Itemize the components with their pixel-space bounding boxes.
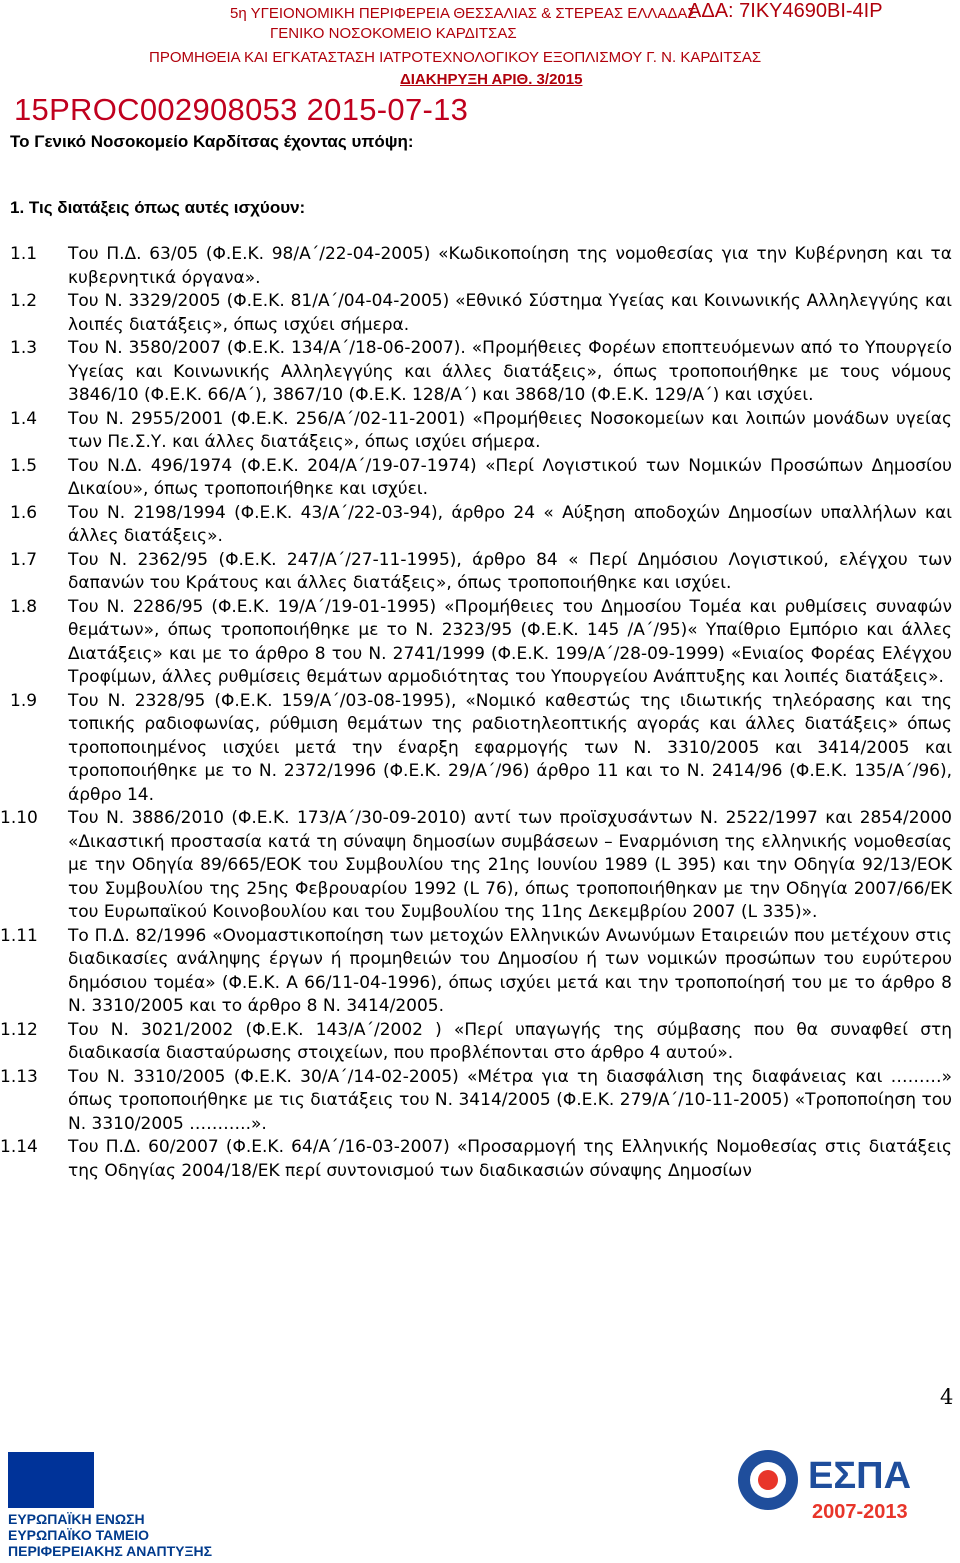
- item-number: 1.10: [0, 808, 38, 828]
- item-text: Του Ν. 3310/2005 (Φ.Ε.Κ. 30/Α΄/14-02-2005) «Μέτρα για τη διασφάλιση της διαφάνειας και ………» όπως τροποποιήθηκε με τις διατάξεις του Ν. 3414/2005 (Φ.Ε.Κ. 279/Α΄/10-11-2005) «Τροποποίηση του Ν. 3310/2005 ………..».: [68, 1066, 952, 1134]
- item-number: 1.6: [10, 502, 38, 523]
- item-text: Του Π.Δ. 63/05 (Φ.Ε.Κ. 98/Α΄/22-04-2005) «Κωδικοποίηση της νομοθεσίας για την Κυβέρνηση και τα κυβερνητικά όργανα».: [68, 244, 952, 288]
- header-authority: 5η ΥΓΕΙΟΝΟΜΙΚΗ ΠΕΡΙΦΕΡΕΙΑ ΘΕΣΣΑΛΙΑΣ & ΣΤΕΡΕΑΣ ΕΛΛΑΔΑΣ: [230, 5, 697, 22]
- header-subject: ΠΡΟΜΗΘΕΙΑ ΚΑΙ ΕΓΚΑΤΑΣΤΑΣΗ ΙΑΤΡΟΤΕΧΝΟΛΟΓΙΚΟΥ ΕΞΟΠΛΙΣΜΟΥ Γ. Ν. ΚΑΡΔΙΤΣΑΣ: [149, 49, 762, 66]
- eu-line2: ΕΥΡΩΠΑΪΚΟ ΤΑΜΕΙΟ: [8, 1527, 149, 1543]
- eu-line3: ΠΕΡΙΦΕΡΕΙΑΚΗΣ ΑΝΑΠΤΥΞΗΣ: [8, 1543, 213, 1559]
- intro-text: Το Γενικό Νοσοκομείο Καρδίτσας έχοντας υπόψη:: [10, 132, 414, 151]
- eu-flag-icon: [8, 1452, 94, 1508]
- list-item: [0, 807, 960, 925]
- item-text: Του Ν. 2955/2001 (Φ.Ε.Κ. 256/Α΄/02-11-2001) «Προμήθειες Νοσοκομείων και λοιπών μονάδων υγείας των Πε.Σ.Υ. και άλλες διατάξεις», όπως ισχύει σήμερα.: [68, 408, 952, 452]
- provisions-list: [0, 243, 960, 1183]
- list-item: [0, 408, 960, 455]
- espa-logo-text: ΕΣΠΑ: [808, 1455, 912, 1497]
- item-number: 1.3: [10, 338, 38, 358]
- list-item: [0, 455, 960, 502]
- list-item: [0, 1136, 960, 1183]
- item-number: 1.13: [0, 1066, 38, 1087]
- espa-years: 2007-2013: [812, 1501, 908, 1523]
- item-number: 1.2: [10, 291, 38, 311]
- list-item: [0, 690, 960, 808]
- item-number: 1.9: [10, 690, 38, 711]
- item-text: Του Ν. 3329/2005 (Φ.Ε.Κ. 81/Α΄/04-04-2005) «Εθνικό Σύστημα Υγείας και Κοινωνικής Αλληλεγγύης και λοιπές διατάξεις», όπως ισχύει σήμερα.: [68, 291, 952, 335]
- eu-funding-text: [8, 1511, 268, 1559]
- list-item: [0, 1066, 960, 1137]
- list-item: [0, 549, 960, 596]
- item-text: Του Ν. 3886/2010 (Φ.Ε.Κ. 173/Α΄/30-09-2010) αντί των προϊσχυσάντων Ν. 2522/1997 και 2854/2000 «Δικαστική προστασία κατά τη σύναψη δημοσίων συμβάσεων – Εναρμόνιση της ελληνικής νομοθεσίας με την Οδηγία 89/665/ΕΟΚ του Συμβουλίου της 21ης Ιουνίου 1989 (L 395) και την Οδηγία 92/13/ΕΟΚ του Συμβουλίου της 25ης Φεβρουαρίου 1992 (L 76), όπως τροποποιήθηκαν με την Οδηγία 2007/66/ΕΚ του Ευρωπαϊκού Κοινοβουλίου και του Συμβουλίου της 11ης Δεκεμβρίου 2007 (L 335)».: [68, 808, 952, 922]
- section-title: 1. Τις διατάξεις όπως αυτές ισχύουν:: [10, 198, 306, 217]
- list-item: [0, 925, 960, 1019]
- list-item: [0, 290, 960, 337]
- item-text: Του Ν. 2286/95 (Φ.Ε.Κ. 19/Α΄/19-01-1995) «Προμήθειες του Δημοσίου Τομέα και ρυθμίσεις συναφών θεμάτων», όπως τροποποιήθηκε με το Ν. 2323/95 (Φ.Ε.Κ. 145 /Α΄/95)« Υπαίθριο Εμπόριο και άλλες Διατάξεις» και με το άρθρο 8 του Ν. 2741/1999 (Φ.Ε.Κ. 199/Α΄/28-09-1999) «Ενιαίος Φορέας Ελέγχου Τροφίμων, άλλες ρυθμίσεις θεμάτων αρμοδιότητας του Υπουργείου Ανάπτυξης και λοιπές διατάξεις».: [68, 596, 952, 687]
- proc-code: 15PROC002908053 2015-07-13: [14, 92, 469, 127]
- item-number: 1.4: [10, 408, 38, 429]
- item-text: Το Π.Δ. 82/1996 «Ονομαστικοποίηση των μετοχών Ελληνικών Ανωνύμων Εταιρειών που μετέχουν στις διαδικασίες ανάληψης έργων ή προμηθειών του Δημοσίου ή των νομικών προσώπων του ευρύτερου δημόσιου τομέα» (Φ.Ε.Κ. Α 66/11-04-1996), όπως ισχύει μετά και την τροποποίησή του με το άρθρο 8 Ν. 3310/2005 και το άρθρο 8 Ν. 3414/2005.: [68, 925, 952, 1016]
- item-text: Του Ν. 2328/95 (Φ.Ε.Κ. 159/Α΄/03-08-1995), «Νομικό καθεστώς της ιδιωτικής τηλεόρασης και της τοπικής ραδιοφωνίας, ρύθμιση θεμάτων της ραδιοτηλεοπτικής αγοράς και άλλες διατάξεις» όπως τροποποιημένος ιισχύει μετά την έναρξη εφαρμογής των Ν. 3310/2005 και 3414/2005 και τροποποιήθηκε με το Ν. 2372/1996 (Φ.Ε.Κ. 29/Α΄/96) άρθρο 11 και το Ν. 2414/96 (Φ.Ε.Κ. 135/Α΄/96), άρθρο 14.: [68, 690, 952, 805]
- ada-code: ΑΔΑ: 7ΙΚΥ4690ΒΙ-4ΙΡ: [688, 0, 883, 22]
- list-item: [0, 596, 960, 690]
- item-text: Του Ν.Δ. 496/1974 (Φ.Ε.Κ. 204/Α΄/19-07-1974) «Περί Λογιστικού των Νομικών Προσώπων Δημοσίου Δικαίου», όπως τροποποιήθηκε και ισχύει.: [68, 455, 952, 499]
- item-number: 1.7: [10, 549, 38, 570]
- list-item: [0, 502, 960, 549]
- page-number: 4: [940, 1385, 954, 1409]
- list-item: [0, 243, 960, 290]
- item-number: 1.11: [0, 925, 38, 946]
- eu-line1: ΕΥΡΩΠΑΪΚΗ ΕΝΩΣΗ: [8, 1511, 145, 1527]
- item-text: Του Π.Δ. 60/2007 (Φ.Ε.Κ. 64/Α΄/16-03-2007) «Προσαρμογή της Ελληνικής Νομοθεσίας στις διατάξεις της Οδηγίας 2004/18/ΕΚ περί συντονισμού των διαδικασιών σύναψης Δημοσίων: [68, 1137, 952, 1181]
- espa-emblem-icon: [738, 1450, 798, 1510]
- item-number: 1.1: [10, 244, 38, 264]
- list-item: [0, 1019, 960, 1066]
- item-number: 1.8: [10, 596, 38, 617]
- item-text: Του Ν. 2362/95 (Φ.Ε.Κ. 247/Α΄/27-11-1995), άρθρο 84 « Περί Δημόσιου Λογιστικού, ελέγχου των δαπανών του Κράτους και άλλες διατάξεις», όπως τροποποιήθηκε και ισχύει.: [68, 549, 952, 593]
- espa-logo: [728, 1438, 948, 1538]
- item-number: 1.14: [0, 1137, 38, 1157]
- item-text: Του Ν. 2198/1994 (Φ.Ε.Κ. 43/Α΄/22-03-94), άρθρο 24 « Αύξηση αποδοχών Δημοσίων υπαλλήλων και άλλες διατάξεις».: [68, 502, 952, 546]
- item-text: Του Ν. 3021/2002 (Φ.Ε.Κ. 143/Α΄/2002 ) «Περί υπαγωγής της σύμβασης που θα συναφθεί στη διαδικασία διασταύρωσης στοιχείων, που προβλέπονται στο άρθρο 4 αυτού».: [68, 1019, 952, 1063]
- header-tender-number: ΔΙΑΚΗΡΥΞΗ ΑΡΙΘ. 3/2015: [400, 71, 583, 88]
- list-item: [0, 337, 960, 408]
- header-hospital: ΓΕΝΙΚΟ ΝΟΣΟΚΟΜΕΙΟ ΚΑΡΔΙΤΣΑΣ: [270, 25, 517, 42]
- item-text: Του Ν. 3580/2007 (Φ.Ε.Κ. 134/Α΄/18-06-2007). «Προμήθειες Φορέων εποπτευόμενων από το Υπουργείο Υγείας και Κοινωνικής Αλληλεγγύης και άλλες διατάξεις», όπως τροποποιήθηκε με τους νόμους 3846/10 (Φ.Ε.Κ. 66/Α΄), 3867/10 (Φ.Ε.Κ. 128/Α΄) και 3868/10 (Φ.Ε.Κ. 129/Α΄) και ισχύει.: [68, 338, 952, 405]
- item-number: 1.5: [10, 455, 38, 476]
- item-number: 1.12: [0, 1019, 38, 1040]
